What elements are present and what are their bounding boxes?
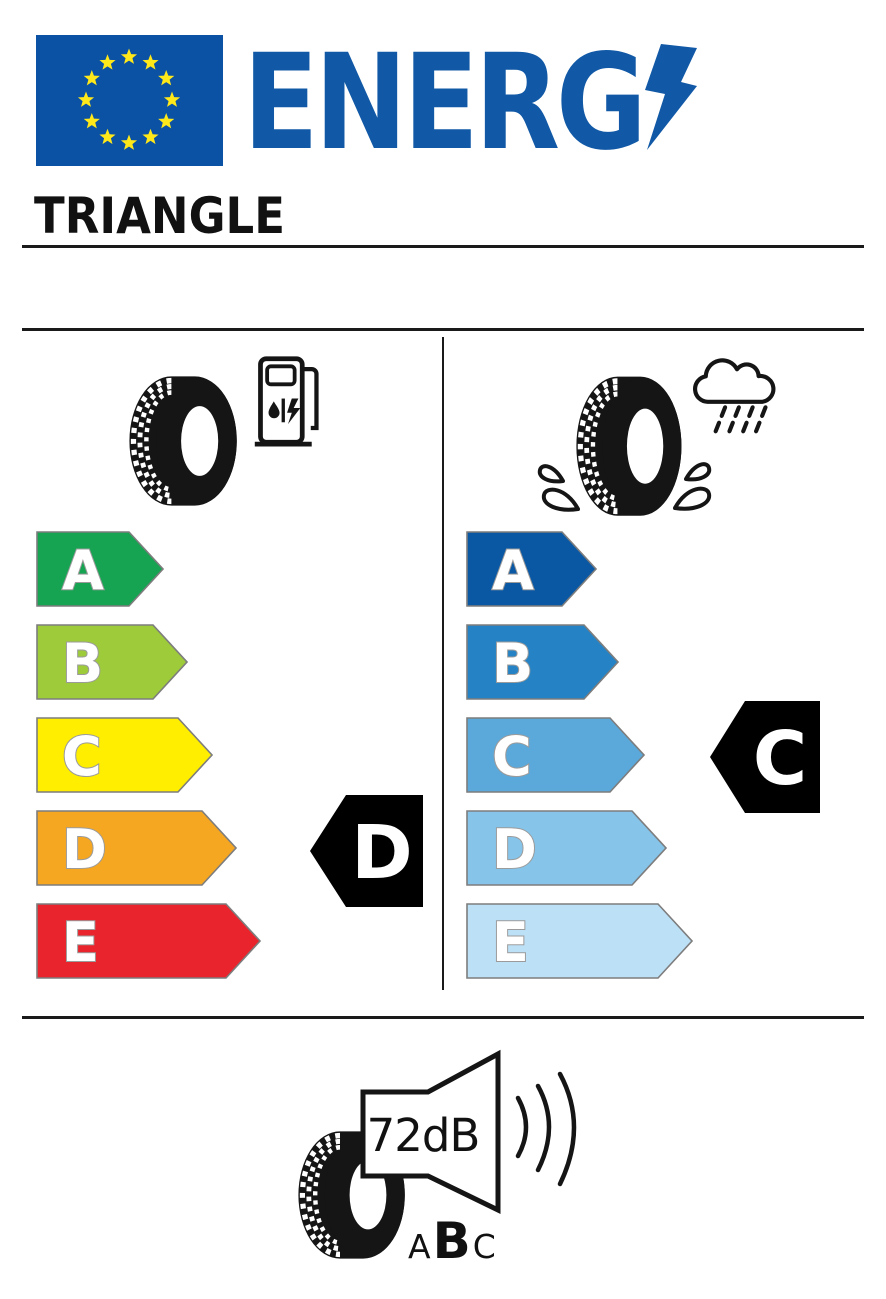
- class-letter: C: [492, 725, 532, 788]
- wet-grip-class-arrow-c: [466, 717, 645, 793]
- separator-line-middle: [22, 328, 864, 331]
- class-letter: D: [492, 818, 537, 881]
- separator-line-top: [22, 245, 864, 248]
- noise-class-b: B: [432, 1212, 471, 1270]
- noise-value: 72dB: [366, 1109, 480, 1162]
- fuel-efficiency-class-arrow-d: [36, 810, 237, 886]
- fuel-pump-icon: [251, 351, 325, 448]
- class-letter: E: [492, 911, 529, 974]
- rain-cloud-icon: [681, 347, 782, 442]
- fuel-efficiency-rating-arrow: [310, 795, 423, 907]
- class-letter: D: [62, 818, 107, 881]
- noise-class-scale: [408, 1212, 496, 1270]
- sound-waves-icon: [518, 1074, 574, 1184]
- wet-grip-class-arrow-d: [466, 810, 667, 886]
- separator-line-bottom: [22, 1016, 864, 1019]
- class-letter: B: [62, 632, 104, 695]
- eu-flag: [36, 35, 223, 166]
- wet-grip-rating-letter: C: [752, 716, 808, 802]
- fuel-efficiency-scale: [36, 531, 276, 981]
- wet-grip-class-arrow-b: [466, 624, 619, 700]
- fuel-tire-icon: [127, 373, 240, 509]
- column-divider: [442, 337, 444, 990]
- class-letter: A: [492, 539, 534, 602]
- fuel-efficiency-rating-letter: D: [351, 810, 413, 896]
- lightning-bolt-icon: [641, 44, 703, 152]
- class-letter: B: [492, 632, 534, 695]
- fuel-efficiency-class-arrow-b: [36, 624, 188, 700]
- fuel-efficiency-class-arrow-e: [36, 903, 261, 979]
- fuel-efficiency-class-arrow-a: [36, 531, 164, 607]
- wet-grip-class-arrow-a: [466, 531, 597, 607]
- class-letter: E: [62, 911, 99, 974]
- wet-grip-rating-arrow: [710, 701, 820, 813]
- energ-logo-text: ENERG: [243, 26, 643, 180]
- noise-class-a: A: [408, 1227, 431, 1266]
- brand-name: TRIANGLE: [34, 187, 285, 245]
- class-letter: A: [62, 539, 104, 602]
- wet-grip-class-arrow-e: [466, 903, 693, 979]
- wet-grip-scale: [466, 531, 706, 981]
- class-letter: C: [62, 725, 102, 788]
- fuel-efficiency-class-arrow-c: [36, 717, 213, 793]
- noise-class-c: C: [472, 1227, 496, 1266]
